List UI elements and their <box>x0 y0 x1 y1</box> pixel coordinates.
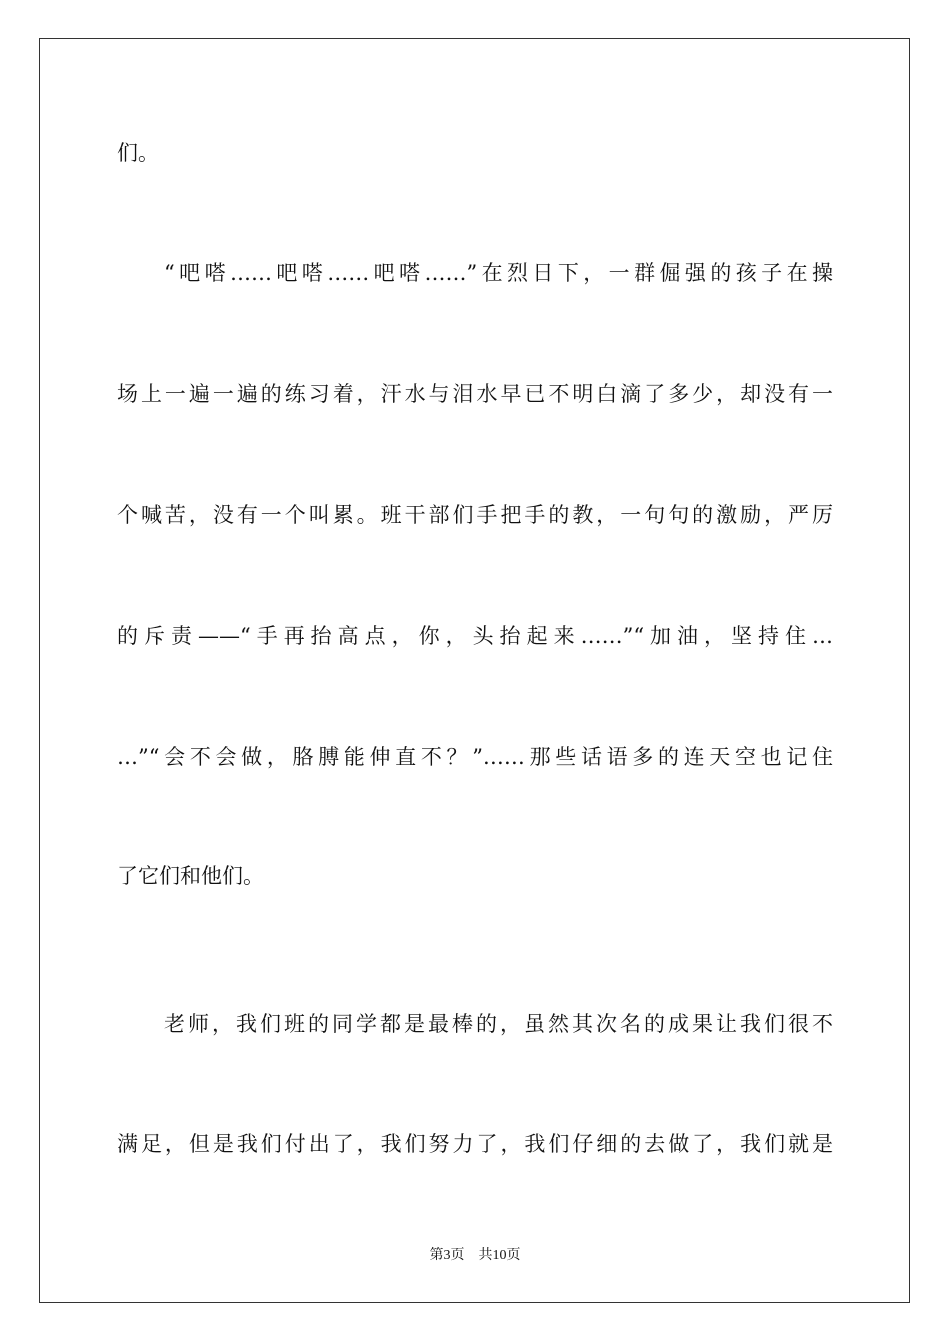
body-line-5: 的斥责——“手再抬高点，你，头抬起来……”“加油，坚持住… <box>117 624 833 648</box>
page-total: 共10页 <box>478 1248 521 1263</box>
body-line-4: 个喊苦，没有一个叫累。班干部们手把手的教，一句句的激励，严厉 <box>117 503 833 527</box>
body-line-6: …”“会不会做，胳膊能伸直不？”……那些话语多的连天空也记住 <box>117 745 833 769</box>
body-line-1: 们。 <box>117 141 159 165</box>
body-line-8: 老师，我们班的同学都是最棒的，虽然其次名的成果让我们很不 <box>164 1012 833 1036</box>
body-line-2: “吧嗒……吧嗒……吧嗒……”在烈日下，一群倔强的孩子在操 <box>164 261 833 285</box>
page-footer <box>0 1246 950 1266</box>
body-line-3: 场上一遍一遍的练习着，汗水与泪水早已不明白滴了多少，却没有一 <box>117 382 833 406</box>
body-line-7: 了它们和他们。 <box>117 864 264 888</box>
page-border <box>39 38 910 1303</box>
body-line-9: 满足，但是我们付出了，我们努力了，我们仔细的去做了，我们就是 <box>117 1132 833 1156</box>
page-number: 第3页 <box>429 1248 465 1263</box>
